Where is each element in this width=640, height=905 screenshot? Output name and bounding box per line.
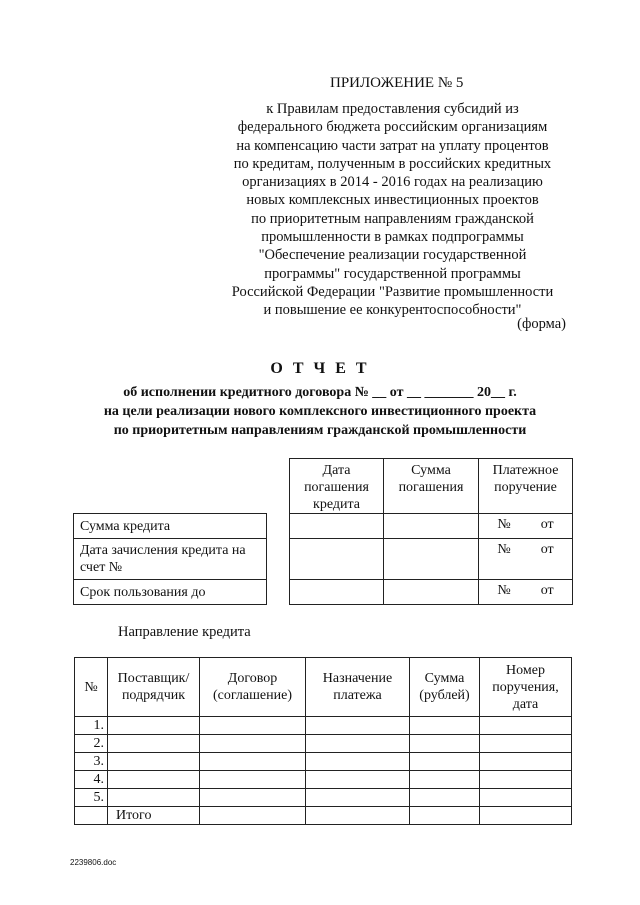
payment-order-header: Платежное поручение <box>479 459 573 514</box>
document-filename: 2239806.doc <box>70 858 117 867</box>
appendix-line: по приоритетным направлениям гражданской <box>251 210 534 227</box>
report-title: О Т Ч Е Т <box>270 360 370 377</box>
repayment-date-header: Дата погашения кредита <box>290 459 384 514</box>
col-amount-header: Сумма (рублей) <box>410 658 480 717</box>
report-subtitle <box>60 383 580 440</box>
report-subtitle-line: по приоритетным направлениям гражданской промышленности <box>113 423 527 438</box>
order-number-label: № <box>497 517 511 532</box>
order-date-label: от <box>540 517 554 532</box>
col-contract-header: Договор (соглашение) <box>200 658 306 717</box>
payment-order-cell <box>479 580 573 605</box>
credit-term-label: Срок пользования до <box>74 580 267 605</box>
order-number-label: № <box>497 583 511 598</box>
row-number: 4. <box>75 771 108 789</box>
table-row <box>75 717 572 735</box>
appendix-line: промышленности в рамках подпрограммы <box>261 229 524 246</box>
total-row <box>75 807 572 825</box>
col-order-header: Номер поручения, дата <box>480 658 572 717</box>
table-row <box>75 789 572 807</box>
total-label: Итого <box>108 807 200 825</box>
report-subtitle-line: на цели реализации нового комплексного инвестиционного проекта <box>103 404 537 419</box>
col-purpose-header: Назначение платежа <box>306 658 410 717</box>
appendix-line: к Правилам предоставления субсидий из <box>266 101 519 117</box>
appendix-line: по кредитам, полученным в российских кредитных <box>233 155 552 172</box>
repayment-amount-cell <box>384 580 479 605</box>
order-date-label: от <box>540 583 554 598</box>
repayment-table <box>289 458 573 605</box>
appendix-line: организациях в 2014 - 2016 годах на реализацию <box>242 174 543 191</box>
order-date-label: от <box>540 542 554 557</box>
row-number: 5. <box>75 789 108 807</box>
order-number-label: № <box>497 542 511 557</box>
row-number: 3. <box>75 753 108 771</box>
repayment-date-cell <box>290 580 384 605</box>
report-subtitle-line: об исполнении кредитного договора № __ от __ _______ 20__ г. <box>123 385 517 400</box>
table-row <box>75 771 572 789</box>
appendix-line: программы" государственной программы <box>264 265 521 282</box>
form-label: (форма) <box>517 316 566 332</box>
payment-order-cell <box>479 539 573 580</box>
repayment-amount-header: Сумма погашения <box>384 459 479 514</box>
appendix-line: новых комплексных инвестиционных проектов <box>246 192 539 209</box>
payment-order-cell <box>479 514 573 539</box>
credit-direction-table <box>74 657 572 825</box>
credit-date-label: Дата зачисления кредита на счет № <box>74 539 267 580</box>
appendix-line: федерального бюджета российским организациям <box>237 119 548 136</box>
credit-amount-label: Сумма кредита <box>74 514 267 539</box>
row-number: 1. <box>75 717 108 735</box>
col-number-header: № <box>75 658 108 717</box>
row-number: 2. <box>75 735 108 753</box>
appendix-line: и повышение ее конкурентоспособности" <box>263 302 522 319</box>
repayment-amount-cell <box>384 539 479 580</box>
col-supplier-header: Поставщик/ подрядчик <box>108 658 200 717</box>
credit-direction-label: Направление кредита <box>118 624 251 640</box>
appendix-line: Российской Федерации "Развитие промышленности <box>231 283 554 300</box>
appendix-line: "Обеспечение реализации государственной <box>258 247 527 264</box>
appendix-title: ПРИЛОЖЕНИЕ № 5 <box>330 75 464 91</box>
table-row <box>75 735 572 753</box>
repayment-date-cell <box>290 514 384 539</box>
repayment-date-cell <box>290 539 384 580</box>
repayment-amount-cell <box>384 514 479 539</box>
table-row <box>75 753 572 771</box>
appendix-description <box>215 100 570 320</box>
credit-info-table <box>73 513 267 605</box>
appendix-line: на компенсацию части затрат на уплату процентов <box>236 137 549 154</box>
